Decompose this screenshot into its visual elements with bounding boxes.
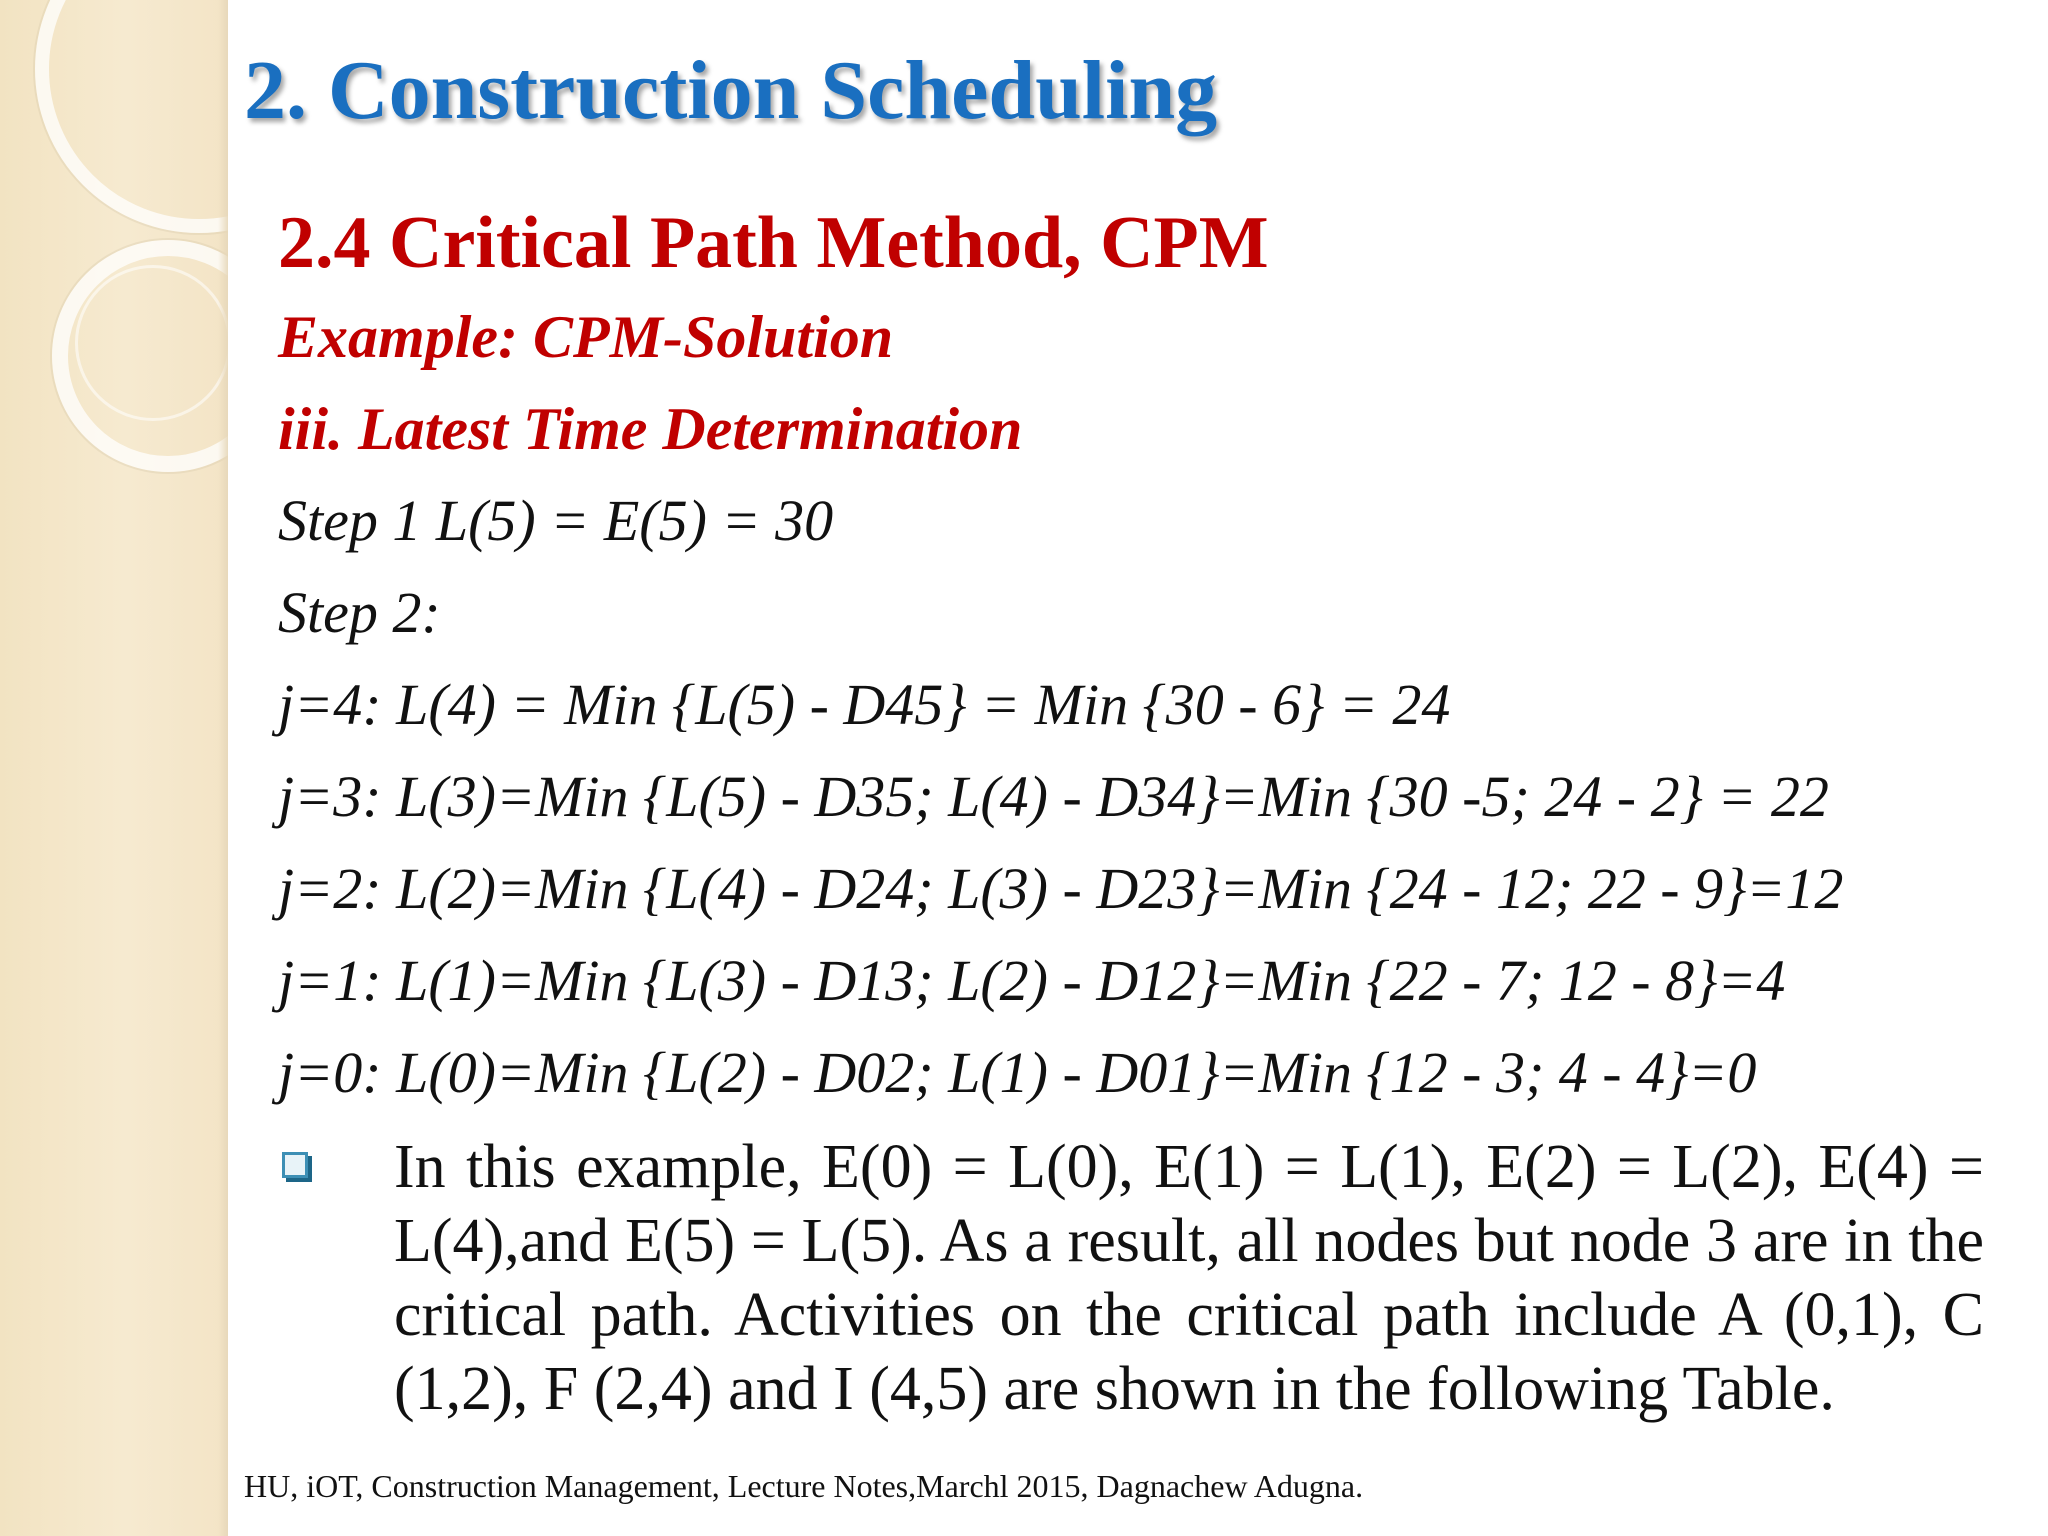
equation-line: j=2: L(2)=Min {L(4) - D24; L(3) - D23}=Min {24 - 12; 22 - 9}=12 [278, 856, 1844, 921]
step-line: Step 1 L(5) = E(5) = 30 [278, 488, 834, 553]
slide-footer: HU, iOT, Construction Management, Lecture Notes,Marchl 2015, Dagnachew Adugna. [244, 1468, 1364, 1504]
bullet-text: In this example, E(0) = L(0), E(1) = L(1), E(2) = L(2), E(4) = L(4),and E(5) = L(5). As a result, all nodes but node 3 are in the critical path. Activities on the critical path include A (0,1), C (1,2), F (2,4) and I (4,5) are shown in the following Table. [394, 1133, 1984, 1423]
slide-title: 2. Construction Scheduling [244, 44, 1218, 137]
section-subtitle: 2.4 Critical Path Method, CPM [278, 202, 1269, 284]
ring-decoration [35, 0, 228, 233]
example-heading: Example: CPM-Solution [278, 304, 894, 370]
section-heading: iii. Latest Time Determination [278, 396, 1023, 462]
equation-line: j=1: L(1)=Min {L(3) - D13; L(2) - D12}=Min {22 - 7; 12 - 8}=4 [278, 948, 1786, 1013]
ring-decoration [75, 265, 228, 421]
square-bullet-icon [282, 1152, 308, 1178]
equation-line: j=3: L(3)=Min {L(5) - D35; L(4) - D34}=Min {30 -5; 24 - 2} = 22 [278, 764, 1829, 829]
slide-content [278, 195, 1998, 1119]
step-line: Step 2: [278, 580, 441, 645]
decorative-sidebar [0, 0, 228, 1536]
equation-line: j=4: L(4) = Min {L(5) - D45} = Min {30 - 6} = 24 [278, 672, 1451, 737]
equation-line: j=0: L(0)=Min {L(2) - D02; L(1) - D01}=Min {12 - 3; 4 - 4}=0 [278, 1040, 1757, 1105]
